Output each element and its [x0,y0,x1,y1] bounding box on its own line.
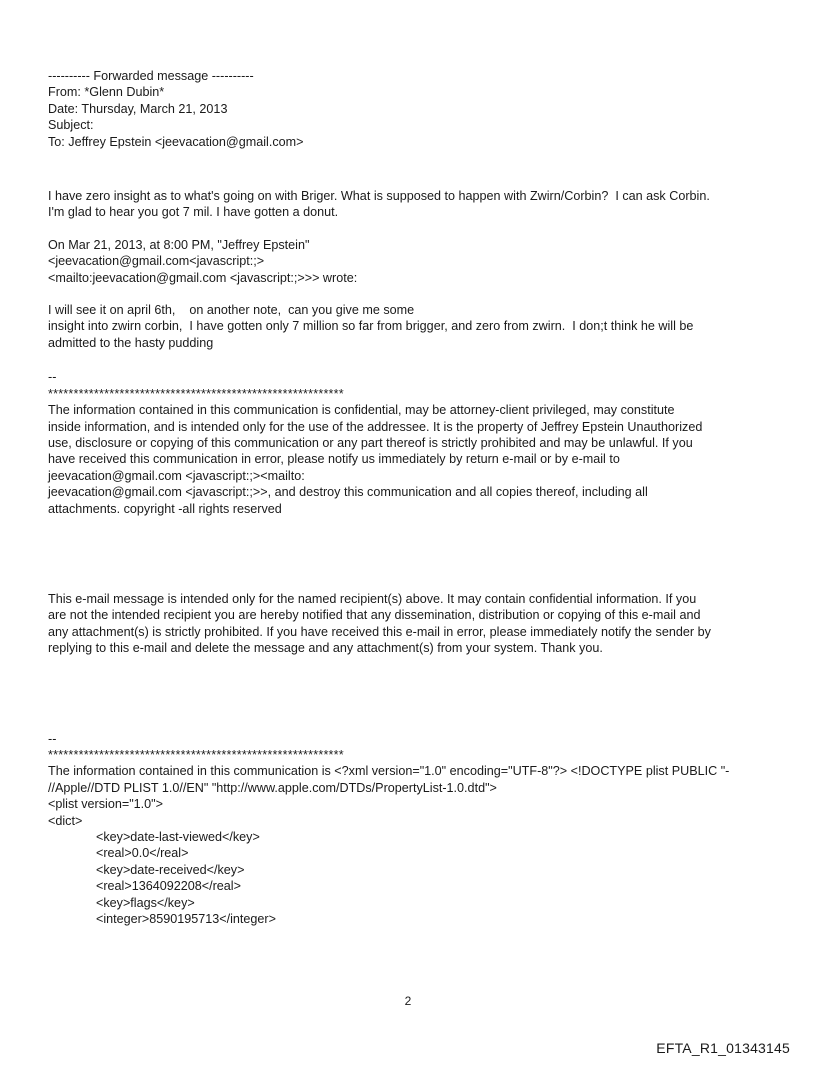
page-number: 2 [404,994,412,1008]
quoted-line: insight into zwirn corbin, I have gotten only 7 million so far from brigger, and zero from zwirn. I don;t think he will be [48,319,694,334]
confidentiality-notice-2 [48,731,780,829]
notice-line: attachments. copyright -all rights reserved [48,501,282,516]
plist-line: <real>0.0</real> [96,846,189,861]
email-body [48,68,780,927]
disclaimer-line: are not the intended recipient you are hereby notified that any dissemination, distribution or copying of this e-mail and [48,608,701,623]
reply-line: I have zero insight as to what's going on with Briger. What is supposed to happen with Zwirn/Corbin? I can ask Corbin. [48,189,710,204]
spacer [48,351,780,369]
from-line: From: *Glenn Dubin* [48,85,165,100]
plist-line: <integer>8590195713</integer> [96,912,276,927]
reply-message [48,188,780,221]
forward-line: ---------- Forwarded message ---------- [48,69,254,83]
plist-line: <real>1364092208</real> [96,879,241,894]
quoted-line: I will see it on april 6th, on another note, can you give me some [48,303,415,318]
notice-line: jeevacation@gmail.com <javascript:;>>, and destroy this communication and all copies thereof, including all [48,485,648,500]
confidentiality-notice-1 [48,369,780,517]
notice-line: jeevacation@gmail.com <javascript:;><mailto: [48,468,305,483]
plist-line: <key>flags</key> [96,895,195,910]
spacer [48,286,780,302]
disclaimer-line: replying to this e-mail and delete the message and any attachment(s) from your system. Thank you. [48,641,603,656]
plist-line: <key>date-received</key> [96,862,245,877]
notice-line: The information contained in this communication is confidential, may be attorney-client privileged, may constitute [48,403,675,418]
quoted-line: admitted to the hasty pudding [48,335,214,350]
spacer [48,517,780,591]
reply-line: I'm glad to hear you got 7 mil. I have gotten a donut. [48,205,339,220]
quote-header-line: <mailto:jeevacation@gmail.com <javascript:;>>> wrote: [48,270,358,285]
quoted-message [48,302,780,351]
email-disclaimer [48,591,780,657]
spacer [48,150,780,188]
notice-line: inside information, and is intended only for the use of the addressee. It is the property of Jeffrey Epstein Unauthorized [48,419,703,434]
notice-line: <plist version="1.0"> [48,797,164,812]
quote-header-line: On Mar 21, 2013, at 8:00 PM, "Jeffrey Epstein" [48,237,310,252]
disclaimer-line: any attachment(s) is strictly prohibited. If you have received this e-mail in error, please immediately notify the sender by [48,624,711,639]
quote-attribution [48,237,780,286]
notice-line: //Apple//DTD PLIST 1.0//EN" "http://www.apple.com/DTDs/PropertyList-1.0.dtd"> [48,780,497,795]
date-line: Date: Thursday, March 21, 2013 [48,101,228,116]
notice-line: The information contained in this communication is <?xml version="1.0" encoding="UTF-8"?> <!DOCTYPE plist PUBLIC "- [48,764,730,779]
signature-dash: -- [48,731,57,746]
spacer [48,657,780,731]
to-line: To: Jeffrey Epstein <jeevacation@gmail.com> [48,134,304,149]
spacer [48,221,780,237]
plist-line: <key>date-last-viewed</key> [96,830,260,844]
plist-entries [48,829,780,927]
signature-dash: -- [48,370,57,385]
quote-header-line: <jeevacation@gmail.com<javascript:;> [48,254,265,269]
notice-line: use, disclosure or copying of this communication or any part thereof is strictly prohibited and may be unlawful. If you [48,435,693,450]
signature-stars: ********************************************************** [48,747,344,762]
notice-line: have received this communication in error, please notify us immediately by return e-mail or by e-mail to [48,452,620,467]
signature-stars: ********************************************************** [48,386,344,401]
disclaimer-line: This e-mail message is intended only for the named recipient(s) above. It may contain confidential information. If you [48,591,697,606]
bates-number: EFTA_R1_01343145 [656,1040,790,1056]
notice-line: <dict> [48,813,83,828]
forward-header [48,68,780,150]
subject-line: Subject: [48,118,94,133]
